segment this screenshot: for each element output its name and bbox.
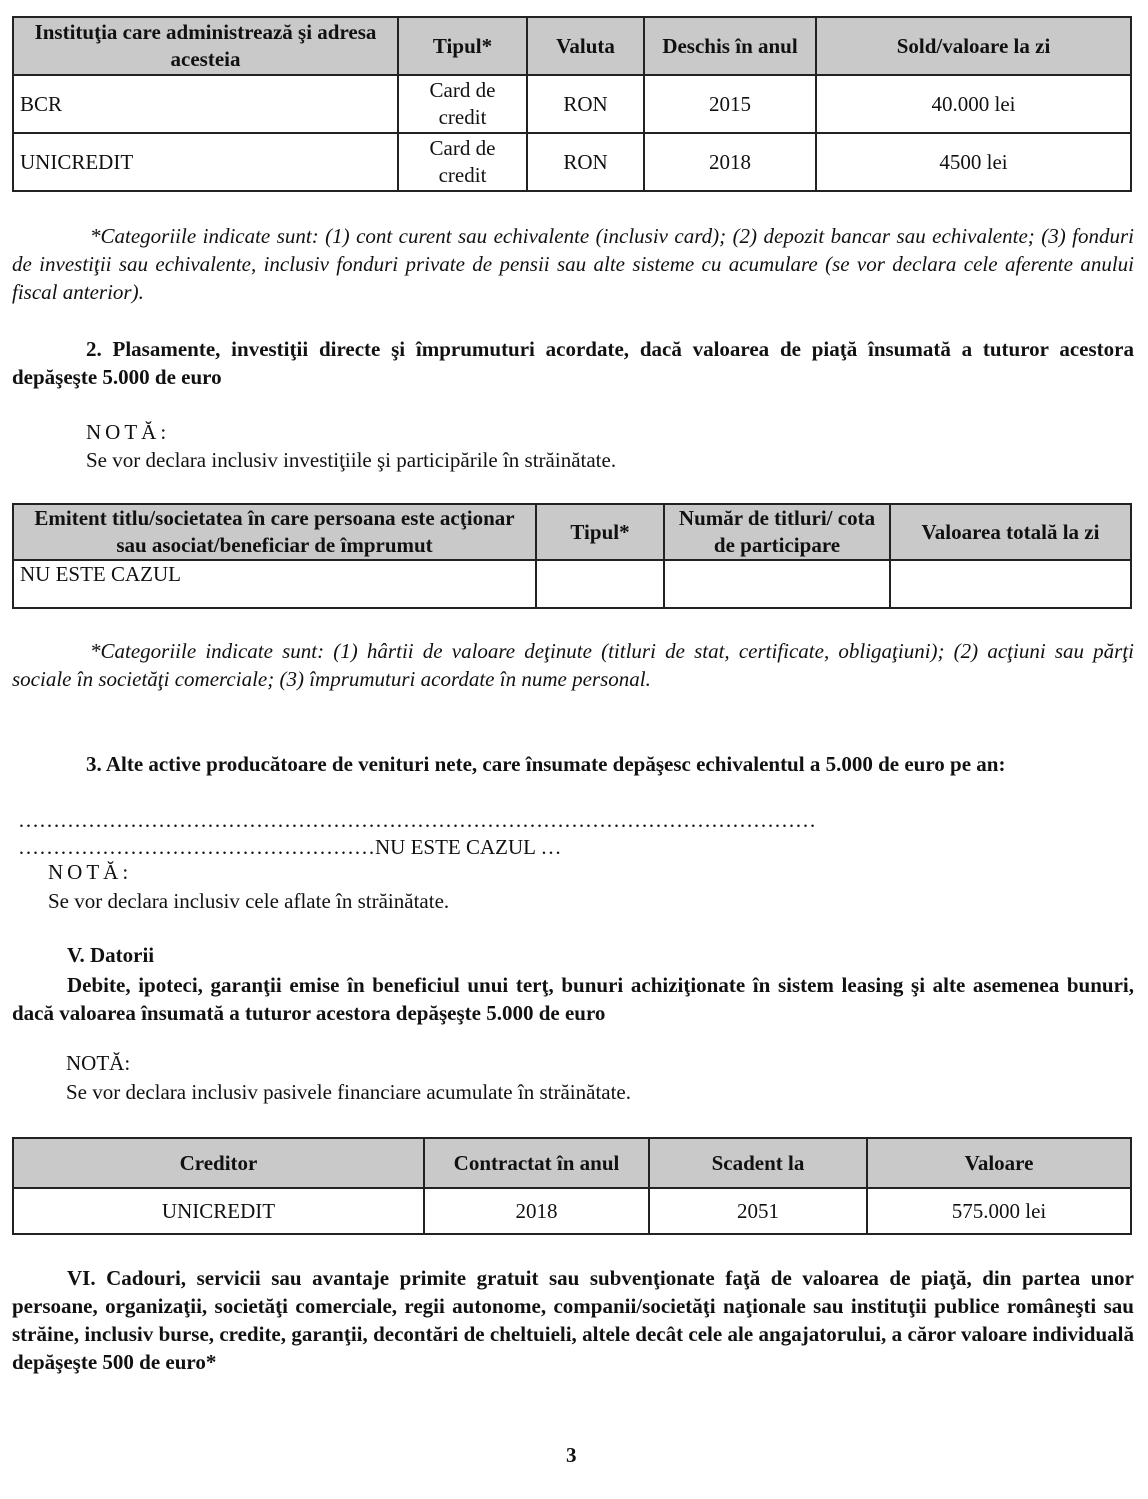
accounts-header-type: Tipul*	[398, 17, 527, 75]
debts-table	[12, 1137, 1132, 1235]
table-cell: NU ESTE CAZUL	[13, 560, 536, 608]
section3-nota-text: Se vor declara inclusiv cele aflate în străinătate.	[48, 889, 450, 913]
table-row	[13, 133, 1131, 191]
section6-title: VI. Cadouri, servicii sau avantaje primite gratuit sau subvenţionate faţă de valoarea de piaţă, din partea unor persoane, organizaţii, societăţi comerciale, regii autonome, companii/societăţi naţionale sau instituţii publice româneşti sau străine, inclusiv burse, credite, garanţii, decontări de cheltuieli, altele decât cele ale angajatorului, a căror valoare individuală depăşeşte 500 de euro*	[12, 1266, 1134, 1374]
table-row	[13, 560, 1131, 608]
debts-header-due: Scadent la	[649, 1138, 867, 1188]
table-cell: 2015	[644, 75, 816, 133]
table-cell: 40.000 lei	[816, 75, 1131, 133]
investments-header-value: Valoarea totală la zi	[890, 504, 1131, 560]
table-row	[13, 75, 1131, 133]
page-number: 3	[566, 1443, 577, 1467]
table-cell: Card de credit	[398, 75, 527, 133]
accounts-header-institution: Instituţia care administrează şi adresa acesteia	[13, 17, 398, 75]
table-cell: BCR	[13, 75, 398, 133]
investments-table	[12, 503, 1132, 609]
table-cell: 2051	[649, 1188, 867, 1234]
table-cell: RON	[527, 133, 644, 191]
section5-nota-text: Se vor declara inclusiv pasivele financiare acumulate în străinătate.	[66, 1080, 632, 1104]
investments-header-type: Tipul*	[536, 504, 664, 560]
section5-title: Debite, ipoteci, garanţii emise în beneficiul unui terţ, bunuri achiziţionate în sistem leasing şi alte asemenea bunuri, dacă valoarea însumată a tuturor acestora depăşeşte 5.000 de euro	[12, 973, 1134, 1025]
section5-nota-label: NOTĂ:	[66, 1051, 131, 1075]
table-cell: 2018	[424, 1188, 649, 1234]
section2-title: 2. Plasamente, investiţii directe şi împrumuturi acordate, dacă valoarea de piaţă însumată a tuturor acestora depăşeşte 5.000 de euro	[12, 337, 1134, 389]
table-cell: UNICREDIT	[13, 133, 398, 191]
investments-header-shares: Număr de titluri/ cota de participare	[664, 504, 890, 560]
accounts-footnote: *Categoriile indicate sunt: (1) cont curent sau echivalente (inclusiv card); (2) depozit bancar sau echivalente; (3) fonduri de investiţii sau echivalente, inclusiv fonduri private de pensii sau alte sisteme cu acumulare (se vor declara cele aferente anului fiscal anterior).	[12, 224, 1134, 304]
table-cell: 575.000 lei	[867, 1188, 1131, 1234]
table-cell: UNICREDIT	[13, 1188, 424, 1234]
table-cell	[890, 560, 1131, 608]
table-cell	[664, 560, 890, 608]
section3-dots-line1: ……………………………………………………………………………………………………	[18, 808, 816, 832]
debts-header-value: Valoare	[867, 1138, 1131, 1188]
section2-nota-text: Se vor declara inclusiv investiţiile şi participările în străinătate.	[86, 448, 617, 472]
accounts-header-currency: Valuta	[527, 17, 644, 75]
debts-header-contracted: Contractat în anul	[424, 1138, 649, 1188]
investments-header-issuer: Emitent titlu/societatea în care persoana este acţionar sau asociat/beneficiar de împrumut	[13, 504, 536, 560]
table-cell: RON	[527, 75, 644, 133]
table-cell: 2018	[644, 133, 816, 191]
section2-footnote: *Categoriile indicate sunt: (1) hârtii de valoare deţinute (titluri de stat, certificate, obligaţiuni); (2) acţiuni sau părţi sociale în societăţi comerciale; (3) împrumuturi acordate în nume personal.	[12, 639, 1134, 691]
accounts-header-opened: Deschis în anul	[644, 17, 816, 75]
accounts-header-balance: Sold/valoare la zi	[816, 17, 1131, 75]
debts-header-creditor: Creditor	[13, 1138, 424, 1188]
table-cell: 4500 lei	[816, 133, 1131, 191]
table-row	[13, 1188, 1131, 1234]
accounts-table	[12, 16, 1132, 192]
table-cell	[536, 560, 664, 608]
section3-title: 3. Alte active producătoare de venituri nete, care însumate depăşesc echivalentul a 5.000 de euro pe an:	[86, 752, 1006, 776]
section3-dots-line2: ……………………………………………NU ESTE CAZUL …	[18, 835, 562, 859]
section3-nota-label: NOTĂ:	[48, 860, 133, 884]
section5-heading: V. Datorii	[67, 943, 155, 967]
table-cell: Card de credit	[398, 133, 527, 191]
section2-nota-label: NOTĂ:	[86, 420, 171, 444]
